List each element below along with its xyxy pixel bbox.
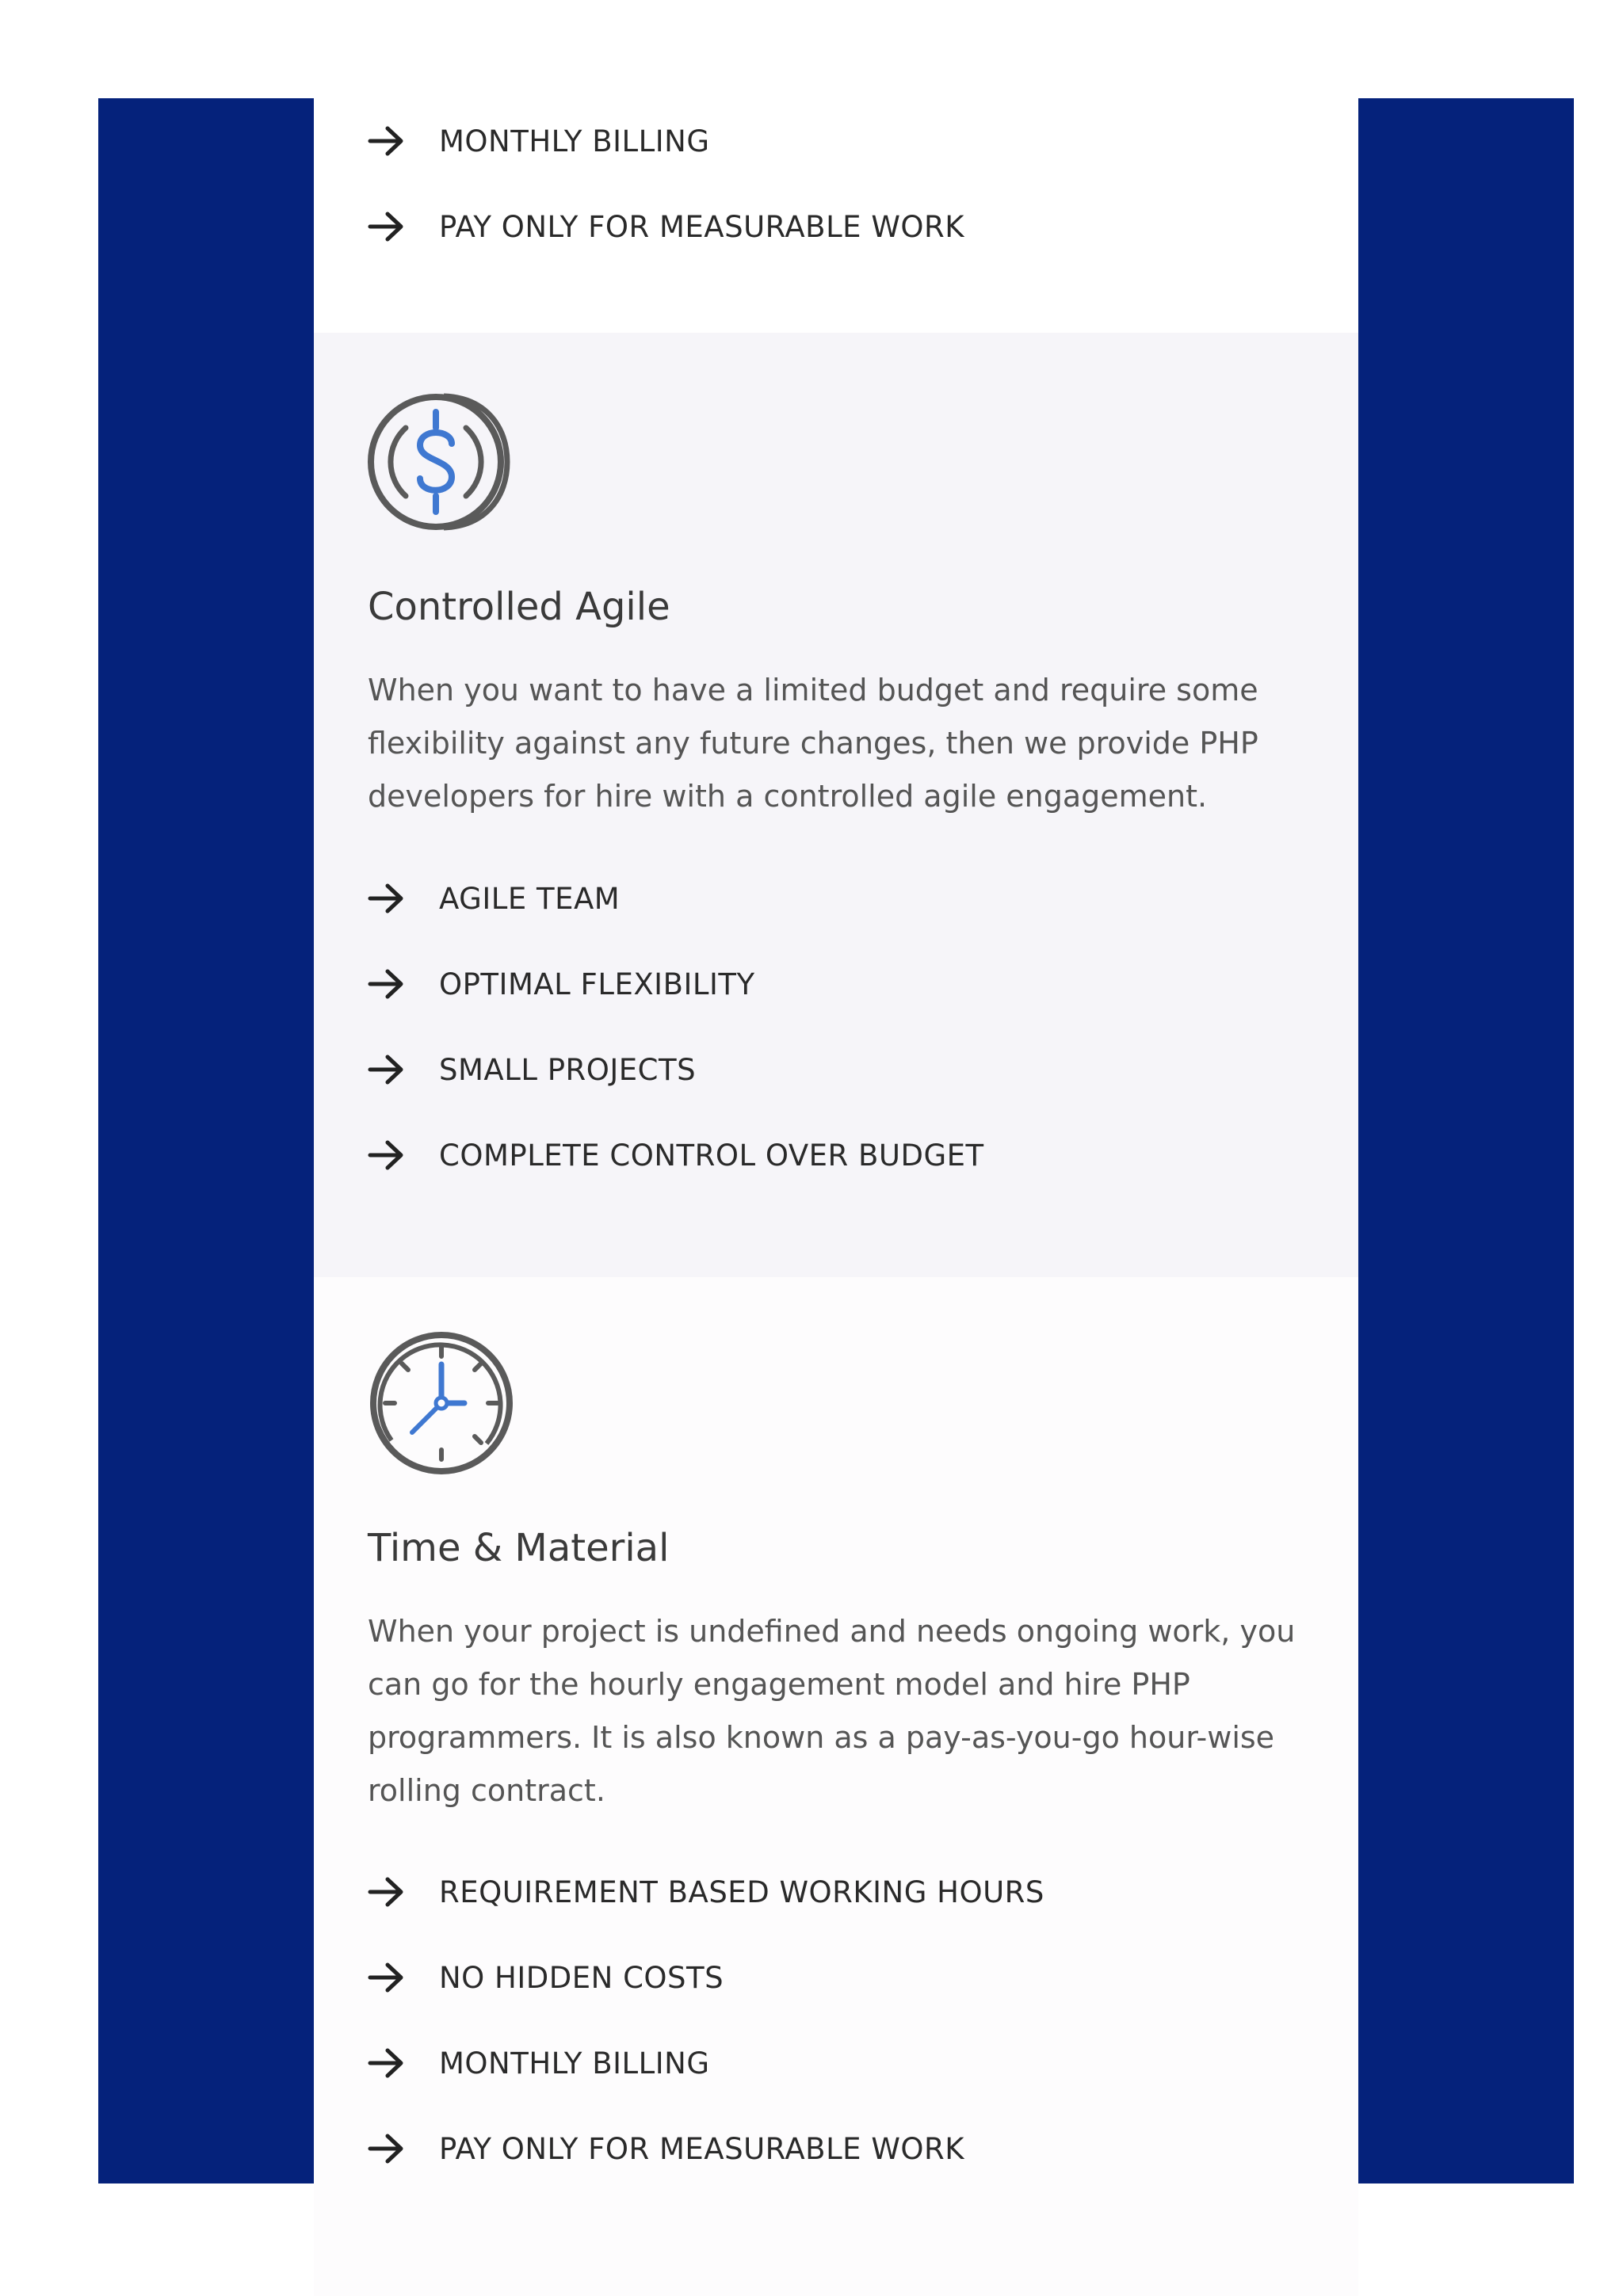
list-item	[368, 2106, 1044, 2191]
feature-label: REQUIREMENT BASED WORKING HOURS	[439, 1875, 1044, 1909]
list-item	[368, 98, 964, 184]
arrow-right-icon	[368, 2133, 404, 2164]
arrow-right-icon	[368, 1054, 404, 1085]
list-item	[368, 1849, 1044, 1935]
list-item	[368, 1112, 984, 1198]
feature-list	[368, 1849, 1044, 2191]
right-side-bar	[1358, 98, 1574, 2183]
list-item	[368, 856, 984, 941]
arrow-right-icon	[368, 125, 404, 157]
list-item	[368, 184, 964, 269]
time-material-card	[314, 1277, 1358, 2296]
list-item	[368, 1027, 984, 1112]
arrow-right-icon	[368, 211, 404, 242]
card-description: When your project is undefined and needs ongoing work, you can go for the hourly engagement model and hire PHP programmers. It is also known as a pay-as-you-go hour-wise rolling contract.	[368, 1614, 1296, 1808]
feature-label: SMALL PROJECTS	[439, 1052, 697, 1087]
arrow-right-icon	[368, 883, 404, 914]
feature-label: NO HIDDEN COSTS	[439, 1960, 724, 1995]
arrow-right-icon	[368, 968, 404, 1000]
feature-label: OPTIMAL FLEXIBILITY	[439, 967, 755, 1001]
arrow-right-icon	[368, 1139, 404, 1171]
list-item	[368, 1935, 1044, 2020]
controlled-agile-card	[314, 333, 1358, 1277]
dollar-coin-icon	[368, 388, 515, 536]
feature-label: MONTHLY BILLING	[439, 2046, 710, 2081]
feature-label: COMPLETE CONTROL OVER BUDGET	[439, 1138, 984, 1173]
feature-label: MONTHLY BILLING	[439, 124, 710, 158]
list-item	[368, 2020, 1044, 2106]
arrow-right-icon	[368, 2047, 404, 2079]
feature-label: AGILE TEAM	[439, 881, 621, 916]
feature-list	[368, 856, 984, 1198]
list-item	[368, 941, 984, 1027]
feature-list	[368, 98, 964, 269]
card-description: When you want to have a limited budget and require some flexibility against any future changes, then we provide PHP developers for hire with a controlled agile engagement.	[368, 673, 1258, 814]
card-title: Time & Material	[368, 1526, 670, 1570]
feature-label: PAY ONLY FOR MEASURABLE WORK	[439, 2131, 964, 2166]
engagement-card-continued	[314, 98, 1358, 333]
arrow-right-icon	[368, 1962, 404, 1993]
card-title: Controlled Agile	[368, 585, 670, 629]
feature-label: PAY ONLY FOR MEASURABLE WORK	[439, 209, 964, 244]
left-side-bar	[98, 98, 314, 2183]
clock-icon	[368, 1329, 515, 1477]
arrow-right-icon	[368, 1876, 404, 1908]
